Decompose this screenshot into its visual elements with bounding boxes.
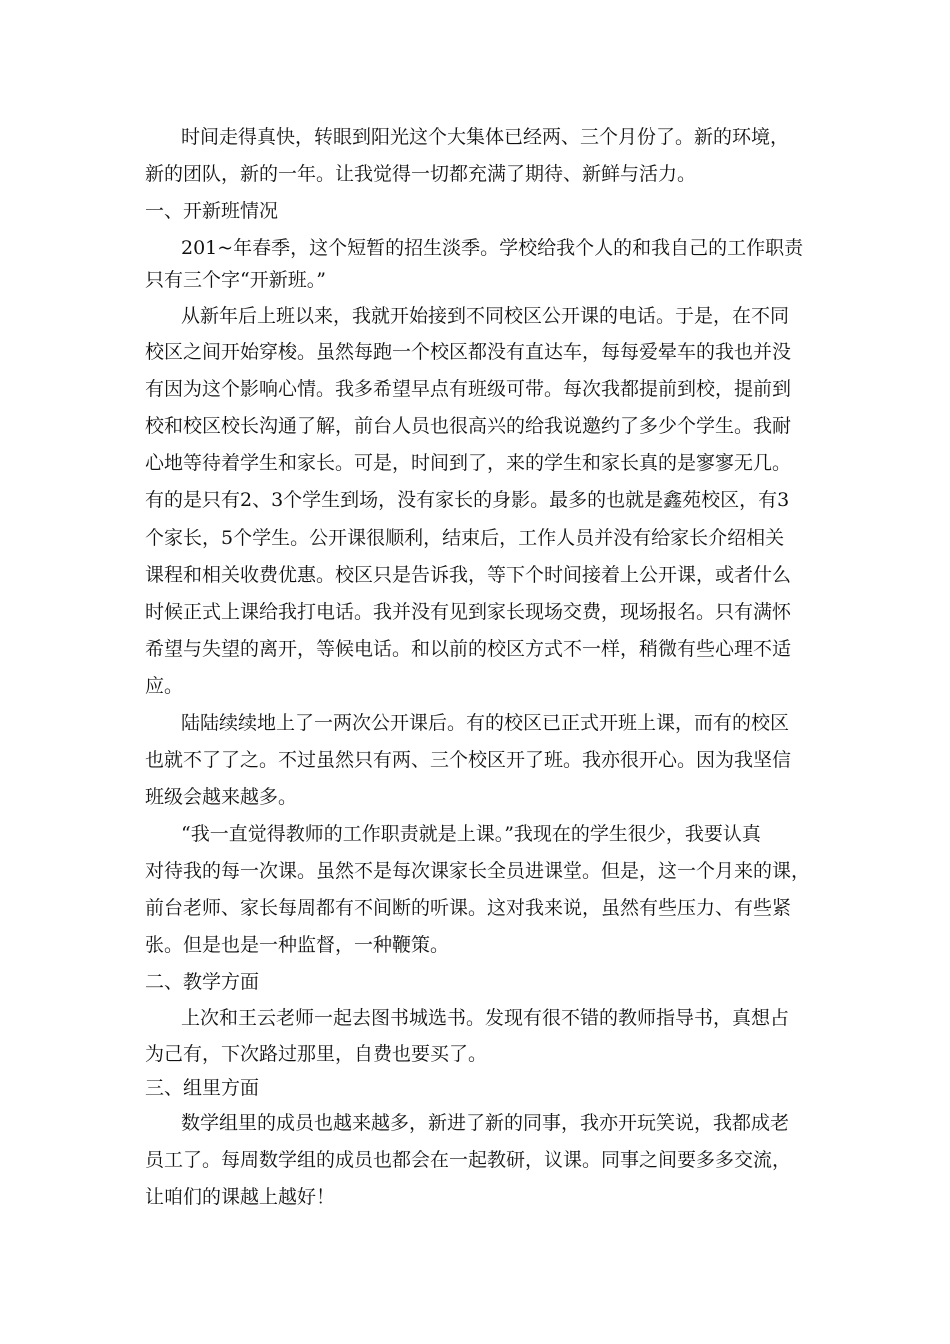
paragraph-line: 从新年后上班以来，我就开始接到不同校区公开课的电话。于是，在不同 bbox=[181, 305, 790, 327]
paragraph-line: 陆陆续续地上了一两次公开课后。有的校区已正式开班上课，而有的校区 bbox=[181, 712, 790, 734]
paragraph-line: 有的是只有2、3个学生到场，没有家长的身影。最多的也就是鑫苑校区，有3 bbox=[145, 489, 790, 511]
section-heading: 一、开新班情况 bbox=[145, 200, 279, 222]
paragraph-line: 时间走得真快，转眼到阳光这个大集体已经两、三个月份了。新的环境， bbox=[181, 126, 790, 148]
paragraph-line: 个家长，5个学生。公开课很顺利，结束后，工作人员并没有给家长介绍相关 bbox=[145, 527, 785, 549]
paragraph-line: 应。 bbox=[145, 675, 184, 697]
paragraph-line: 新的团队，新的一年。让我觉得一切都充满了期待、新鲜与活力。 bbox=[145, 163, 697, 185]
paragraph-line: 课程和相关收费优惠。校区只是告诉我，等下个时间接着上公开课，或者什么 bbox=[145, 564, 792, 586]
paragraph-line: 前台老师、家长每周都有不间断的听课。这对我来说，虽然有些压力、有些紧 bbox=[145, 897, 792, 919]
paragraph-line: 有因为这个影响心情。我多希望早点有班级可带。每次我都提前到校，提前到 bbox=[145, 378, 792, 400]
paragraph-line: 也就不了了之。不过虽然只有两、三个校区开了班。我亦很开心。因为我坚信 bbox=[145, 749, 792, 771]
paragraph-line: 时候正式上课给我打电话。我并没有见到家长现场交费，现场报名。只有满怀 bbox=[145, 601, 792, 623]
paragraph-line: 班级会越来越多。 bbox=[145, 786, 298, 808]
paragraph-line: 校和校区校长沟通了解，前台人员也很高兴的给我说邀约了多少个学生。我耐 bbox=[145, 415, 792, 437]
paragraph-line: 员工了。每周数学组的成员也都会在一起教研，议课。同事之间要多多交流， bbox=[145, 1149, 792, 1171]
paragraph-line: 对待我的每一次课。虽然不是每次课家长全员进课堂。但是，这一个月来的课， bbox=[145, 860, 811, 882]
paragraph-line: 上次和王云老师一起去图书城选书。发现有很不错的教师指导书，真想占 bbox=[181, 1007, 790, 1029]
paragraph-line: 让咱们的课越上越好！ bbox=[145, 1186, 336, 1208]
paragraph-line: 心地等待着学生和家长。可是，时间到了，来的学生和家长真的是寥寥无几。 bbox=[145, 452, 792, 474]
paragraph-line: 希望与失望的离开，等候电话。和以前的校区方式不一样，稍微有些心理不适 bbox=[145, 638, 792, 660]
paragraph-line: 数学组里的成员也越来越多，新进了新的同事，我亦开玩笑说，我都成老 bbox=[181, 1112, 790, 1134]
paragraph-line: 为己有，下次路过那里，自费也要买了。 bbox=[145, 1043, 488, 1065]
paragraph-line: “我一直觉得教师的工作职责就是上课。”我现在的学生很少，我要认真 bbox=[181, 823, 761, 845]
paragraph-line: 201~年春季，这个短暂的招生淡季。学校给我个人的和我自己的工作职责 bbox=[181, 237, 804, 259]
paragraph-line: 只有三个字“开新班。” bbox=[145, 269, 326, 291]
section-heading: 二、教学方面 bbox=[145, 971, 260, 993]
paragraph-line: 校区之间开始穿梭。虽然每跑一个校区都没有直达车，每每爱晕车的我也并没 bbox=[145, 341, 792, 363]
paragraph-line: 张。但是也是一种监督，一种鞭策。 bbox=[145, 934, 450, 956]
section-heading: 三、组里方面 bbox=[145, 1077, 260, 1099]
